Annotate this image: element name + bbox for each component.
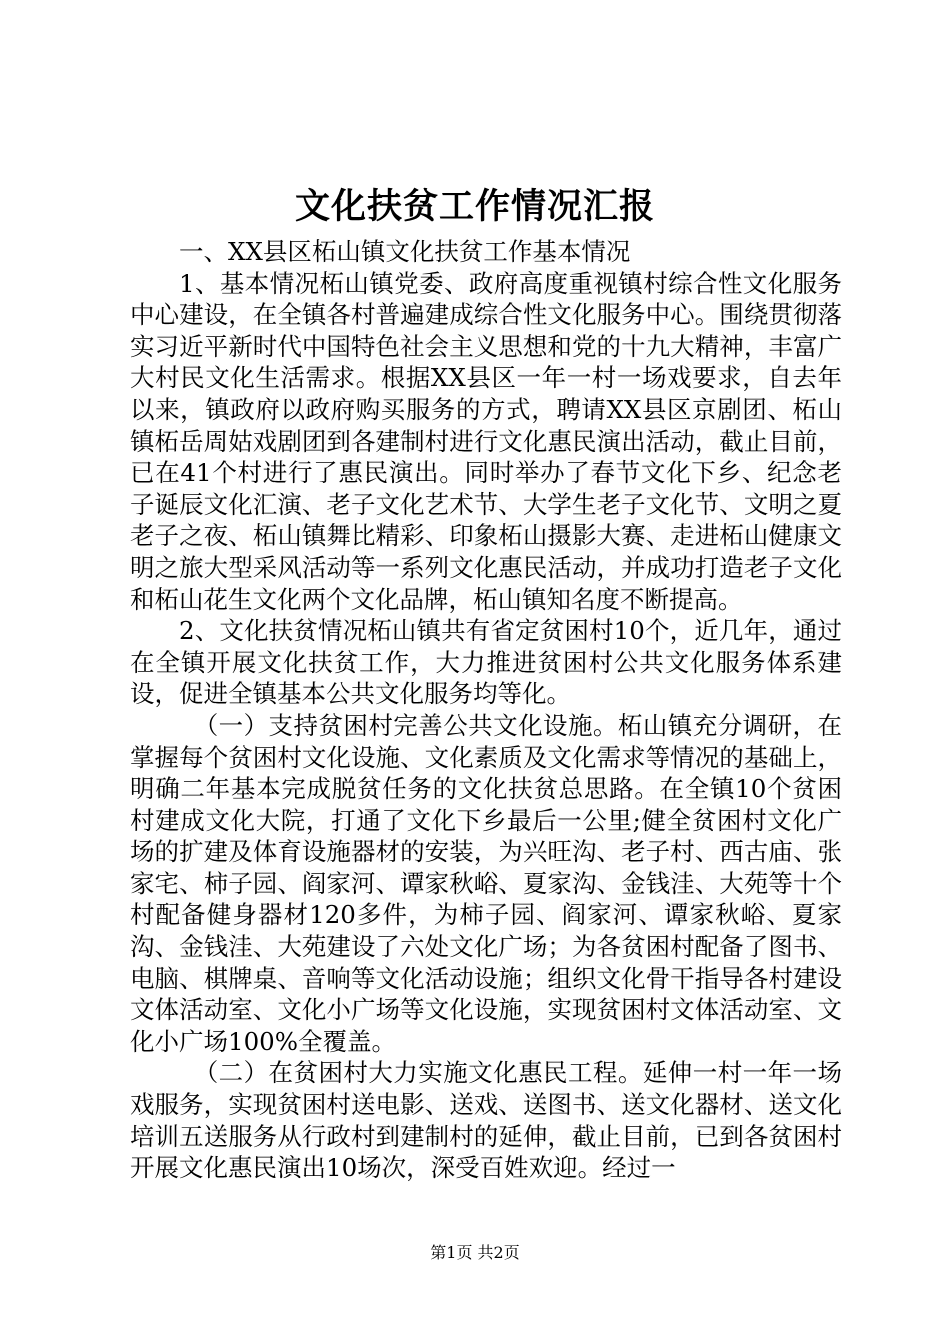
- page-footer: 第1页 共2页: [430, 1243, 520, 1262]
- paragraph-facilities: （一）支持贫困村完善公共文化设施。柘山镇充分调研，在掌握每个贫困村文化设施、文化素质及文化需求等情况的基础上，明确二年基本完成脱贫任务的文化扶贫总思路。在全镇10个贫困村建成文化大院，打通了文化下乡最后一公里;健全贫困村文化广场的扩建及体育设施器材的安装，为兴旺沟、老子村、西古庙、张家宅、柿子园、阎家河、谭家秋峪、夏家沟、金钱洼、大苑等十个村配备健身器材120多件，为柿子园、阎家河、谭家秋峪、夏家沟、金钱洼、大苑建设了六处文化广场；为各贫困村配备了图书、电脑、棋牌桌、音响等文化活动设施；组织文化骨干指导各村建设文体活动室、文化小广场等文化设施，实现贫困村文体活动室、文化小广场100%全覆盖。: [130, 710, 842, 1056]
- paragraph-cultural-projects: （二）在贫困村大力实施文化惠民工程。延伸一村一年一场戏服务，实现贫困村送电影、送戏、送图书、送文化器材、送文化培训五送服务从行政村到建制村的延伸，截止目前，已到各贫困村开展文化惠民演出10场次，深受百姓欢迎。经过一: [130, 1058, 842, 1183]
- document-body: [130, 236, 842, 1184]
- paragraph-basic-situation: 1、基本情况柘山镇党委、政府高度重视镇村综合性文化服务中心建设，在全镇各村普遍建成综合性文化服务中心。围绕贯彻落实习近平新时代中国特色社会主义思想和党的十九大精神，丰富广大村民文化生活需求。根据XX县区一年一村一场戏要求，自去年以来，镇政府以政府购买服务的方式，聘请XX县区京剧团、柘山镇柘岳周姑戏剧团到各建制村进行文化惠民演出活动，截止目前，已在41个村进行了惠民演出。同时举办了春节文化下乡、纪念老子诞辰文化汇演、老子文化艺术节、大学生老子文化节、文明之夏老子之夜、柘山镇舞比精彩、印象柘山摄影大赛、走进柘山健康文明之旅大型采风活动等一系列文化惠民活动，并成功打造老子文化和柘山花生文化两个文化品牌，柘山镇知名度不断提高。: [130, 268, 842, 614]
- document-title: 文化扶贫工作情况汇报: [294, 186, 655, 227]
- paragraph-poverty-situation: 2、文化扶贫情况柘山镇共有省定贫困村10个，近几年，通过在全镇开展文化扶贫工作，大力推进贫困村公共文化服务体系建设，促进全镇基本公共文化服务均等化。: [130, 616, 842, 709]
- section-heading: 一、XX县区柘山镇文化扶贫工作基本情况: [179, 237, 631, 266]
